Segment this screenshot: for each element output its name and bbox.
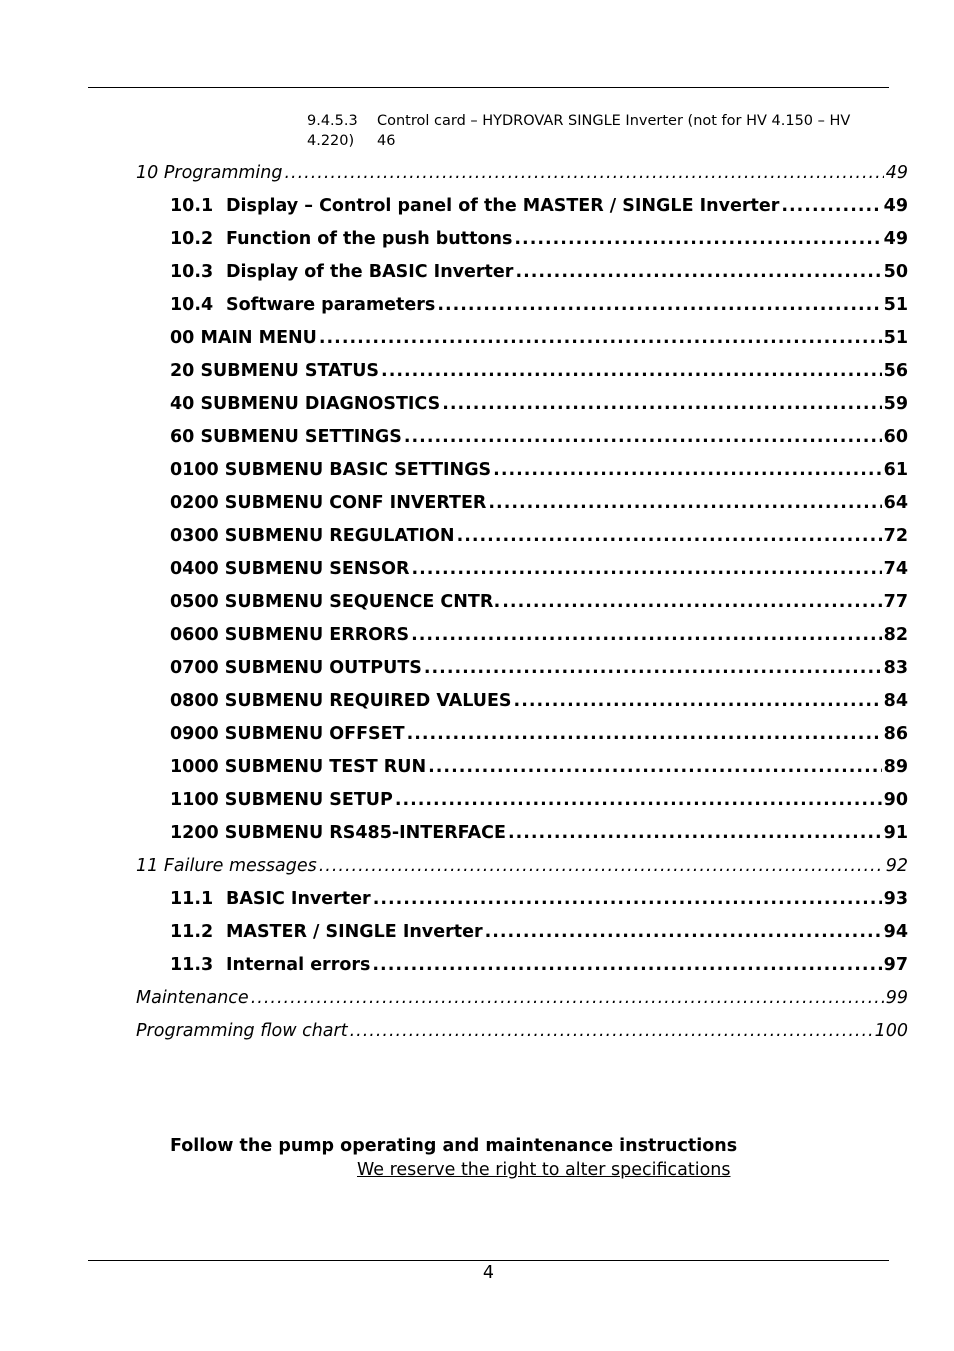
toc-entry-number: 11.2 [170,921,214,942]
toc-entry[interactable] [136,849,908,882]
toc-entry-page: 84 [883,690,908,711]
toc-entry-title: 1000 SUBMENU TEST RUN [170,756,427,777]
specifications-disclaimer: We reserve the right to alter specifications [357,1160,731,1180]
toc-entry-number: 9.4.5.3 4.220) [307,113,358,149]
dot-leader [373,889,882,909]
footer-rule [88,1260,889,1261]
toc-entry-page: 86 [883,723,908,744]
dot-leader [350,1021,873,1041]
toc-entry-number: 10.3 [170,261,214,282]
dot-leader [319,856,884,876]
toc-entry-page: 77 [883,591,908,612]
toc-entry[interactable] [170,354,908,387]
toc-entry-page: 72 [883,525,908,546]
toc-entry-page: 91 [883,822,908,843]
toc-entry[interactable] [170,189,908,222]
toc-entry-title: 1100 SUBMENU SETUP [170,789,393,810]
toc-entry[interactable] [170,420,908,453]
toc-entry[interactable] [170,915,908,948]
toc-entry[interactable] [170,288,908,321]
toc-entry-title: Display – Control panel of the MASTER / SINGLE Inverter [226,195,780,216]
toc-entry[interactable] [170,750,908,783]
toc-entry-title: 0200 SUBMENU CONF INVERTER [170,492,487,513]
dot-leader [411,625,882,645]
dot-leader [488,493,881,513]
dot-leader [485,922,882,942]
toc-entry-page: 49 [883,228,908,249]
toc-entry-title: 40 SUBMENU DIAGNOSTICS [170,393,441,414]
dot-leader [781,196,881,216]
toc-entry[interactable] [170,585,908,618]
toc-entry-number: 11.3 [170,954,214,975]
toc-entry[interactable] [170,453,908,486]
toc-entry-title: 10 Programming [136,162,283,183]
toc-entry-title: 1200 SUBMENU RS485-INTERFACE [170,822,506,843]
toc-entry-title: 0100 SUBMENU BASIC SETTINGS [170,459,492,480]
toc-entry-title: 0900 SUBMENU OFFSET [170,723,405,744]
toc-entry-title: 00 MAIN MENU [170,327,317,348]
toc-entry[interactable] [170,783,908,816]
dot-leader [404,427,882,447]
toc-entry-title: BASIC Inverter [226,888,371,909]
toc-entry[interactable] [170,651,908,684]
dot-leader [251,988,884,1008]
toc-entry-title: 60 SUBMENU SETTINGS [170,426,402,447]
toc-entry-page: 50 [883,261,908,282]
toc-entry-page: 99 [885,987,908,1008]
toc-entry[interactable] [136,1014,908,1047]
dot-leader [381,361,882,381]
dot-leader [514,229,881,249]
toc-entry[interactable] [170,255,908,288]
toc-entry[interactable] [170,222,908,255]
toc-entry-title: MASTER / SINGLE Inverter [226,921,483,942]
page-number: 4 [482,1263,495,1283]
toc-entry-title: Internal errors [226,954,371,975]
toc-entry-page: 49 [885,162,908,183]
toc-entry[interactable] [170,486,908,519]
toc-entry-page: 51 [883,327,908,348]
toc-entry-page: 90 [883,789,908,810]
toc-entry[interactable] [136,156,908,189]
dot-leader [319,328,882,348]
toc-entry-page: 59 [883,393,908,414]
dot-leader [428,757,882,777]
toc-entry-page: 93 [883,888,908,909]
dot-leader [515,262,881,282]
dot-leader [372,955,881,975]
toc-entry-title: Function of the push buttons [226,228,513,249]
toc-entry-title: Display of the BASIC Inverter [226,261,514,282]
toc-entry-title: Programming flow chart [136,1020,348,1041]
toc-entry-title: 0600 SUBMENU ERRORS [170,624,410,645]
toc-entry-page: 56 [883,360,908,381]
toc-entry[interactable] [170,882,908,915]
toc-entry[interactable] [136,981,908,1014]
dot-leader [411,559,881,579]
header-rule [88,87,889,88]
dot-leader [424,658,882,678]
toc-entry-page: 61 [883,459,908,480]
toc-entry-page: 92 [885,855,908,876]
toc-entry-page: 49 [883,195,908,216]
toc-entry-title: Software parameters [226,294,436,315]
toc-entry-page: 60 [883,426,908,447]
toc-entry-page: 82 [883,624,908,645]
toc-entry-page: 64 [883,492,908,513]
toc-entry[interactable] [170,519,908,552]
toc-entry-number: 10.2 [170,228,214,249]
toc-entry-number: 10.4 [170,294,214,315]
toc-entry-title: 0300 SUBMENU REGULATION [170,525,455,546]
toc-entry-title: 0700 SUBMENU OUTPUTS [170,657,422,678]
dot-leader [457,526,882,546]
toc-entry-page: 94 [883,921,908,942]
dot-leader [502,592,881,612]
toc-entry[interactable] [170,717,908,750]
toc-entry-number: 11.1 [170,888,214,909]
toc-entry-title: 0500 SUBMENU SEQUENCE CNTR. [170,591,501,612]
toc-entry[interactable] [170,387,908,420]
toc-entry-page: 51 [883,294,908,315]
dot-leader [493,460,881,480]
dot-leader [514,691,882,711]
toc-entry-title: 11 Failure messages [136,855,317,876]
toc-entry-title: 20 SUBMENU STATUS [170,360,380,381]
dot-leader [407,724,882,744]
toc-entry-page: 74 [883,558,908,579]
toc-entry-page: 83 [883,657,908,678]
toc-entry-page: 100 [874,1020,908,1041]
toc-entry[interactable] [170,552,908,585]
toc-entry-title: 0800 SUBMENU REQUIRED VALUES [170,690,512,711]
toc-entry[interactable] [170,321,908,354]
toc-entry[interactable] [170,618,908,651]
dot-leader [442,394,881,414]
dot-leader [508,823,882,843]
toc-entry[interactable] [170,816,908,849]
toc-entry-title: Control card – HYDROVAR SINGLE Inverter (not for HV 4.150 – HV 46 [377,113,851,149]
toc-entry-title: 0400 SUBMENU SENSOR [170,558,410,579]
toc-entry-page: 89 [883,756,908,777]
dot-leader [395,790,882,810]
dot-leader [437,295,881,315]
maintenance-instructions-note: Follow the pump operating and maintenance instructions [170,1136,738,1156]
toc-entry[interactable] [170,684,908,717]
toc-entry-title: Maintenance [136,987,249,1008]
toc-entry-number: 10.1 [170,195,214,216]
toc-entry[interactable] [170,948,908,981]
toc-entry-page: 97 [883,954,908,975]
dot-leader [284,163,883,183]
